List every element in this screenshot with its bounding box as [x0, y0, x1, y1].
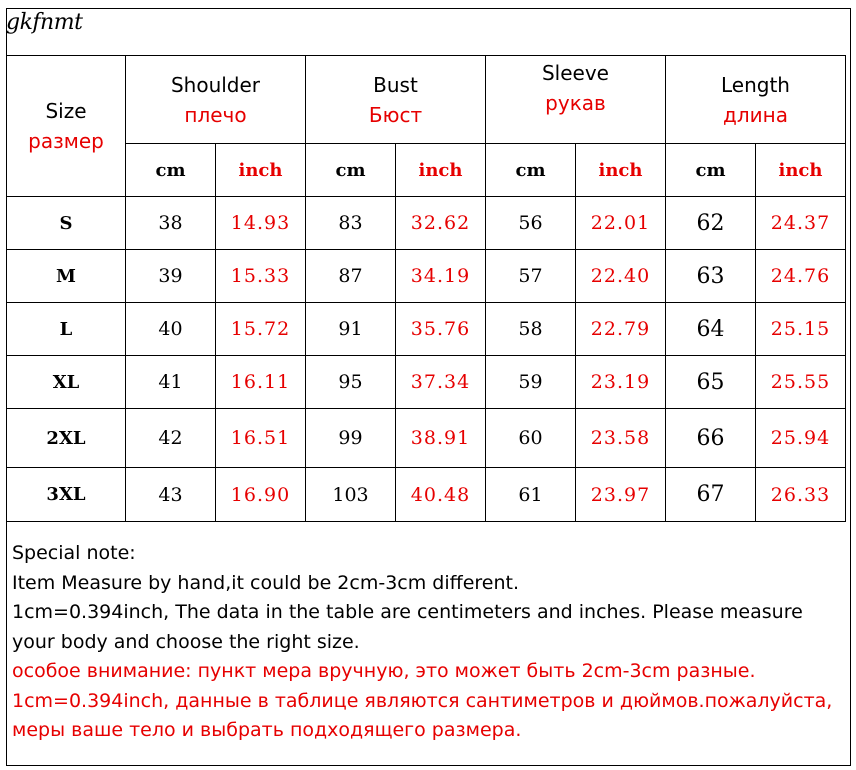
sleeve-cm-cell: 60 [486, 409, 576, 468]
length-inch-cell: 25.15 [756, 303, 846, 356]
sleeve-cm-cell: 61 [486, 468, 576, 522]
length-label-ru: длина [723, 102, 788, 127]
shoulder-label-en: Shoulder [170, 72, 261, 97]
length-cm-cell: 64 [666, 303, 756, 356]
sleeve-cm-cell: 57 [486, 250, 576, 303]
shoulder-inch-cell: 15.33 [216, 250, 306, 303]
length-inch-cell: 25.55 [756, 356, 846, 409]
note-line-ru: меры ваше тело и выбрать подходящего размера. [12, 719, 522, 741]
length-cm-cell: 66 [666, 409, 756, 468]
note-line: 1cm=0.394inch, The data in the table are centimeters and inches. Please measure [12, 601, 803, 623]
unit-inch: inch [576, 144, 666, 197]
sleeve-label-en: Sleeve [541, 61, 609, 85]
bust-header [306, 56, 486, 144]
size-cell: 3XL [7, 468, 126, 522]
bust-inch-cell: 40.48 [396, 468, 486, 522]
length-cm-cell: 63 [666, 250, 756, 303]
table-row [7, 356, 846, 409]
length-cm-cell: 62 [666, 197, 756, 250]
length-inch-cell: 24.76 [756, 250, 846, 303]
bust-label-ru: Бюст [368, 102, 423, 127]
shoulder-cm-cell: 38 [126, 197, 216, 250]
length-cm-cell: 67 [666, 468, 756, 522]
size-cell: S [7, 197, 126, 250]
size-cell: 2XL [7, 409, 126, 468]
size-cell: XL [7, 356, 126, 409]
bust-inch-cell: 32.62 [396, 197, 486, 250]
shoulder-cm-cell: 43 [126, 468, 216, 522]
bust-cm-cell: 99 [306, 409, 396, 468]
special-note [12, 539, 848, 746]
table-row [7, 409, 846, 468]
sleeve-inch-cell: 22.40 [576, 250, 666, 303]
note-line: Item Measure by hand,it could be 2cm-3cm different. [12, 571, 520, 594]
sleeve-cm-cell: 59 [486, 356, 576, 409]
sleeve-inch-cell: 23.58 [576, 409, 666, 468]
shoulder-inch-cell: 16.51 [216, 409, 306, 468]
table-row [7, 468, 846, 522]
shoulder-cm-cell: 42 [126, 409, 216, 468]
size-cell: M [7, 250, 126, 303]
bust-cm-cell: 91 [306, 303, 396, 356]
unit-inch: inch [756, 144, 846, 197]
sleeve-header [486, 56, 666, 144]
shoulder-label-ru: плечо [184, 102, 247, 127]
bust-inch-cell: 34.19 [396, 250, 486, 303]
size-header [7, 56, 126, 197]
bust-inch-cell: 35.76 [396, 303, 486, 356]
shoulder-inch-cell: 15.72 [216, 303, 306, 356]
size-cell: L [7, 303, 126, 356]
sleeve-inch-cell: 23.97 [576, 468, 666, 522]
size-label-en: Size [45, 99, 87, 123]
note-title: Special note: [12, 542, 136, 564]
bust-label-en: Bust [373, 72, 418, 97]
bust-cm-cell: 83 [306, 197, 396, 250]
bust-inch-cell: 38.91 [396, 409, 486, 468]
brand-logo: gkfnmt [6, 10, 83, 35]
sleeve-cm-cell: 56 [486, 197, 576, 250]
bust-cm-cell: 103 [306, 468, 396, 522]
sleeve-inch-cell: 23.19 [576, 356, 666, 409]
sleeve-label-ru: рукав [545, 91, 606, 115]
sleeve-inch-cell: 22.79 [576, 303, 666, 356]
note-line-ru: 1cm=0.394inch, данные в таблице являются сантиметров и дюймов.пожалуйста, [12, 689, 833, 712]
length-label-en: Length [721, 72, 790, 97]
unit-cm: cm [306, 144, 396, 197]
size-label-ru: размер [28, 129, 104, 153]
sleeve-inch-cell: 22.01 [576, 197, 666, 250]
unit-inch: inch [216, 144, 306, 197]
length-inch-cell: 24.37 [756, 197, 846, 250]
bust-cm-cell: 87 [306, 250, 396, 303]
sleeve-cm-cell: 58 [486, 303, 576, 356]
unit-cm: cm [486, 144, 576, 197]
unit-cm: cm [126, 144, 216, 197]
note-line: your body and choose the right size. [12, 630, 360, 653]
shoulder-cm-cell: 39 [126, 250, 216, 303]
length-header [666, 56, 846, 144]
shoulder-inch-cell: 16.90 [216, 468, 306, 522]
table-row [7, 250, 846, 303]
shoulder-cm-cell: 40 [126, 303, 216, 356]
shoulder-header [126, 56, 306, 144]
shoulder-cm-cell: 41 [126, 356, 216, 409]
unit-inch: inch [396, 144, 486, 197]
length-cm-cell: 65 [666, 356, 756, 409]
bust-cm-cell: 95 [306, 356, 396, 409]
shoulder-inch-cell: 14.93 [216, 197, 306, 250]
note-line-ru: особое внимание: пункт мера вручную, это может быть 2cm-3cm разные. [12, 660, 756, 682]
table-row [7, 197, 846, 250]
table-row [7, 303, 846, 356]
length-inch-cell: 26.33 [756, 468, 846, 522]
shoulder-inch-cell: 16.11 [216, 356, 306, 409]
bust-inch-cell: 37.34 [396, 356, 486, 409]
size-table [6, 55, 846, 522]
length-inch-cell: 25.94 [756, 409, 846, 468]
unit-cm: cm [666, 144, 756, 197]
